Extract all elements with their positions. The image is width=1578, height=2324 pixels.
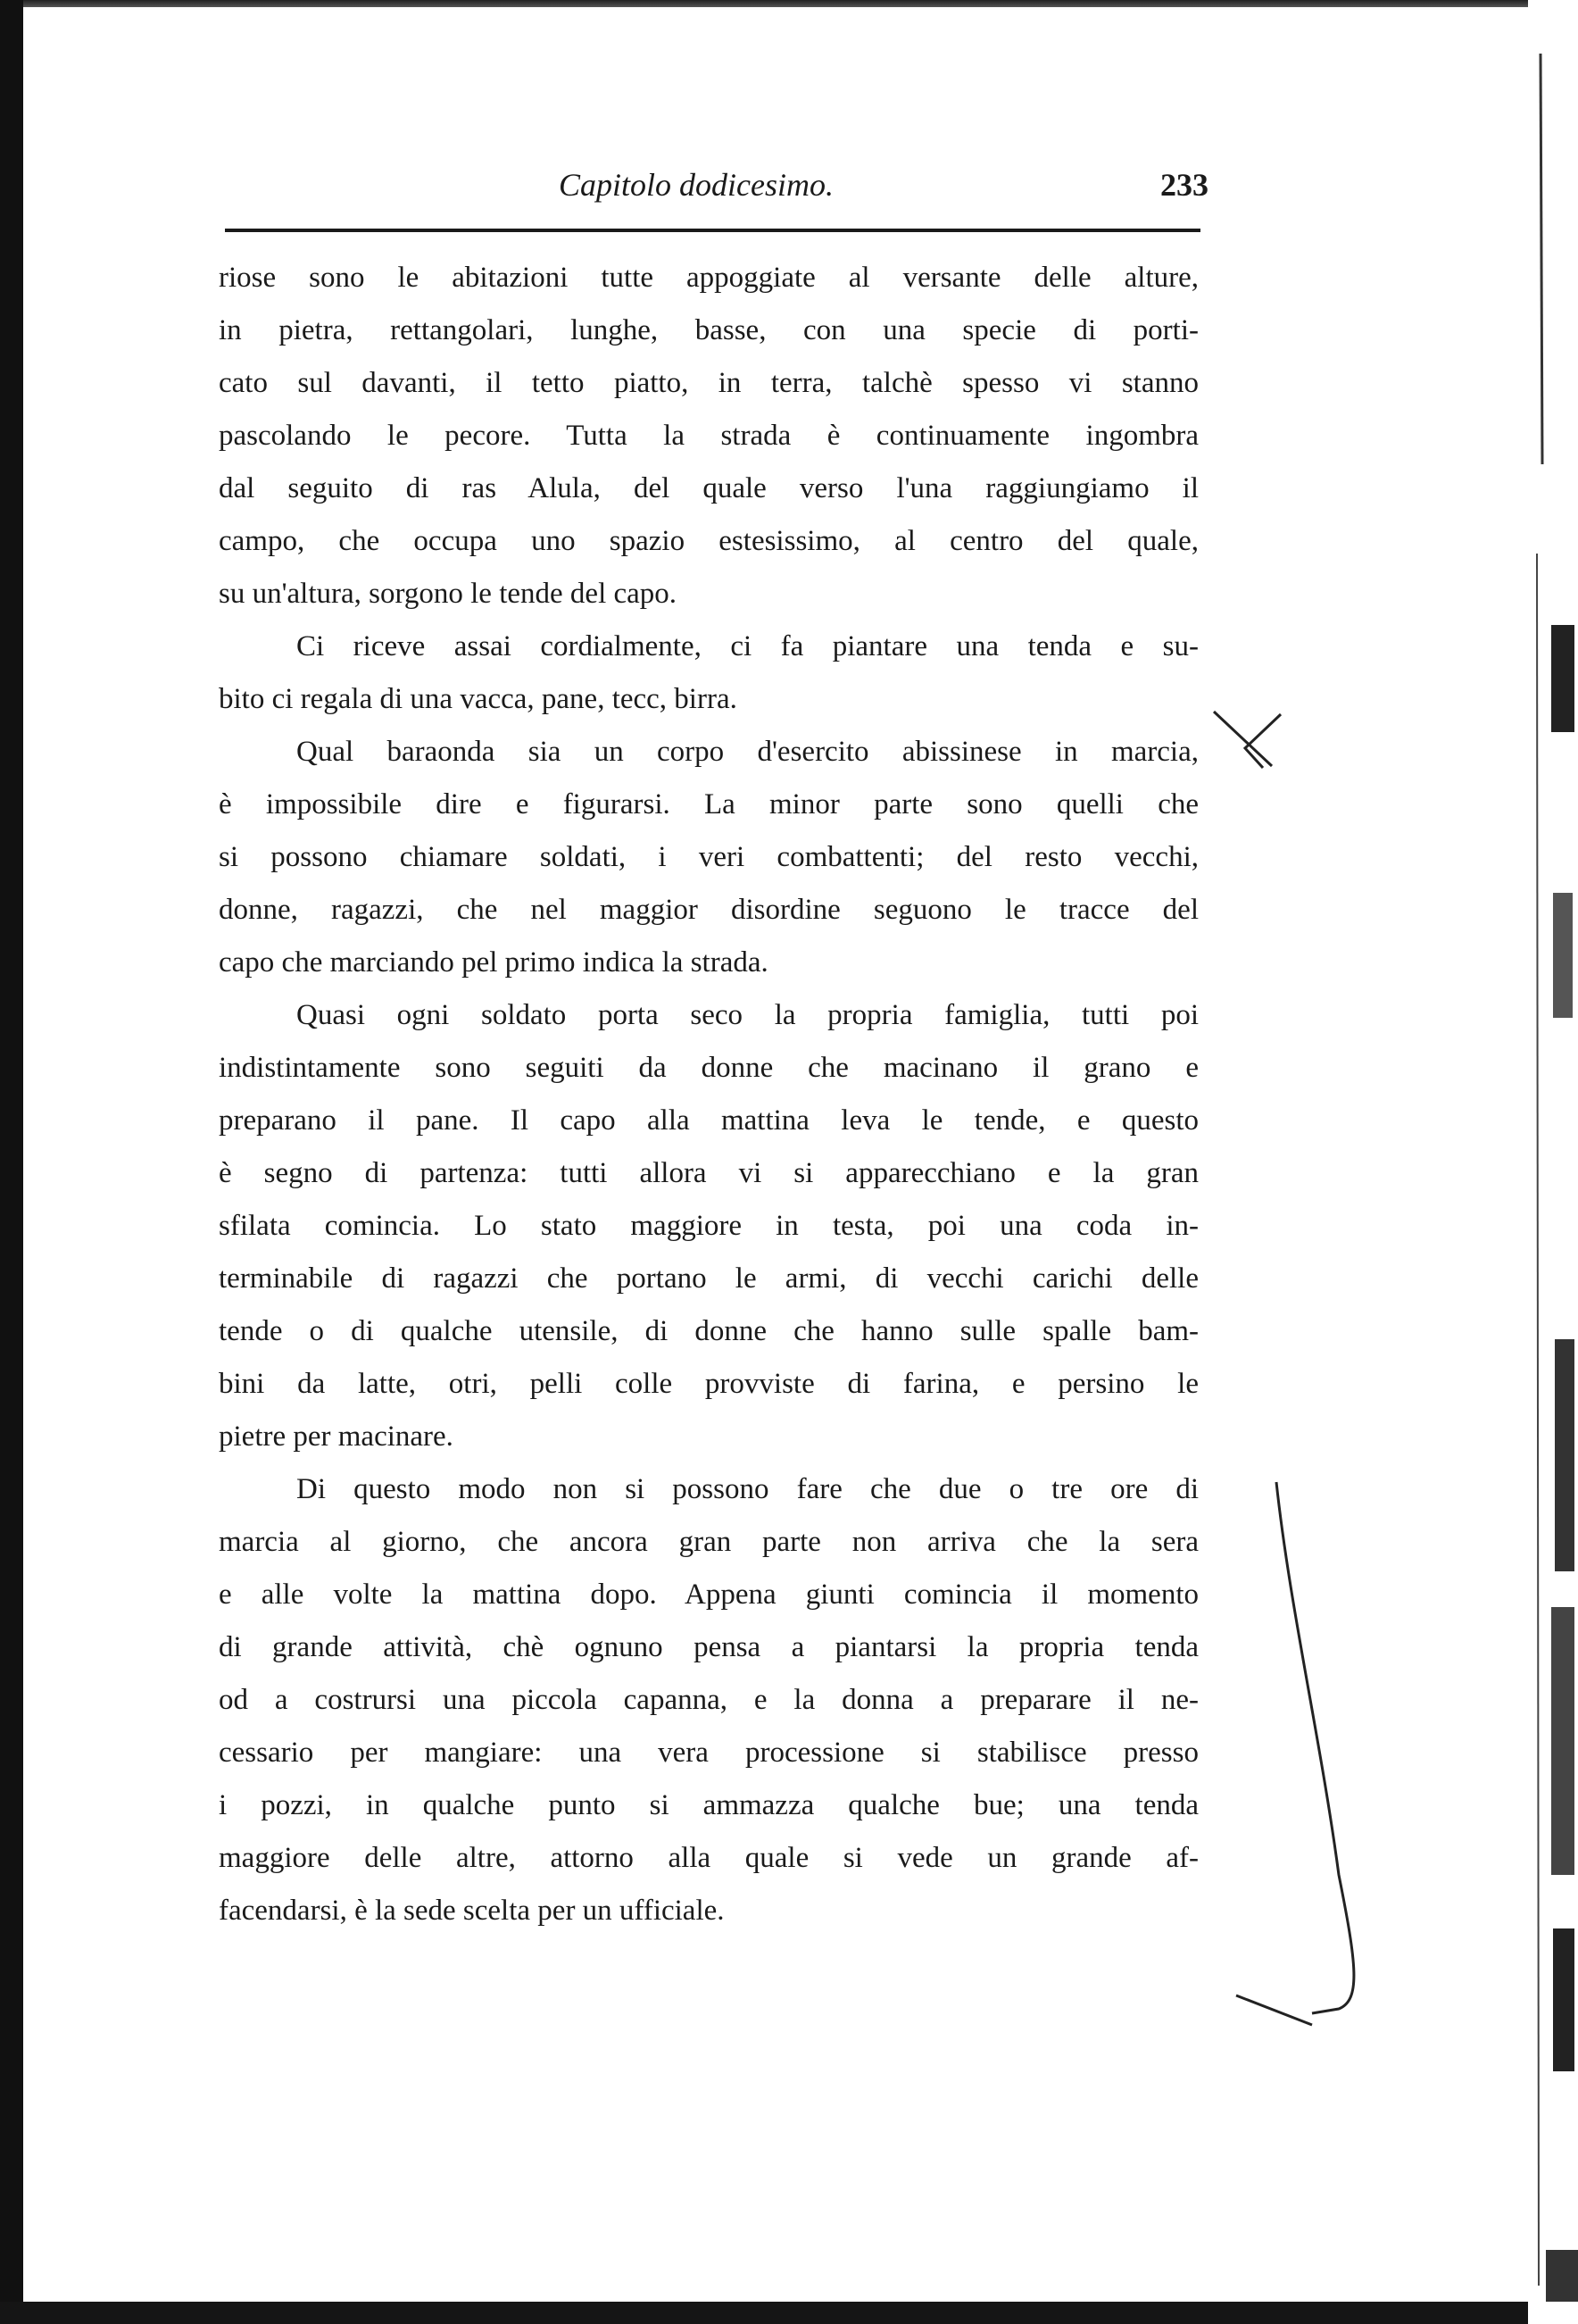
text-line: indistintamente sono seguiti da donne che macinano il grano e — [219, 1052, 1199, 1084]
text-line: terminabile di ragazzi che portano le armi, di vecchi carichi delle — [219, 1262, 1199, 1295]
text-line: e alle volte la mattina dopo. Appena giunti comincia il momento — [219, 1578, 1199, 1611]
text-line: pietre per macinare. — [219, 1420, 453, 1453]
text-line: cessario per mangiare: una vera processione si stabilisce presso — [219, 1737, 1199, 1769]
text-line: Qual baraonda sia un corpo d'esercito abissinese in marcia, — [296, 736, 1199, 768]
text-line: in pietra, rettangolari, lunghe, basse, con una specie di porti- — [219, 314, 1199, 346]
pencil-x-mark — [1214, 712, 1281, 768]
text-line: campo, che occupa uno spazio estesissimo, al centro del quale, — [219, 525, 1199, 557]
text-line: Quasi ogni soldato porta seco la propria famiglia, tutti poi — [296, 999, 1199, 1031]
text-line: maggiore delle altre, attorno alla quale si vede un grande af- — [219, 1842, 1199, 1874]
running-header-title: Capitolo dodicesimo. — [559, 167, 834, 203]
text-line: preparano il pane. Il capo alla mattina leva le tende, e questo — [219, 1104, 1199, 1137]
text-line: dal seguito di ras Alula, del quale verso l'una raggiungiamo il — [219, 472, 1199, 504]
text-line: facendarsi, è la sede scelta per un ufficiale. — [219, 1895, 725, 1927]
text-line: donne, ragazzi, che nel maggior disordine seguono le tracce del — [219, 894, 1199, 926]
page-number: 233 — [1160, 167, 1208, 203]
text-line: di grande attività, chè ognuno pensa a piantarsi la propria tenda — [219, 1631, 1199, 1663]
text-line: sfilata comincia. Lo stato maggiore in testa, poi una coda in- — [219, 1210, 1199, 1242]
text-line: i pozzi, in qualche punto si ammazza qualche bue; una tenda — [219, 1789, 1199, 1821]
text-line: su un'altura, sorgono le tende del capo. — [219, 578, 677, 610]
text-line: Di questo modo non si possono fare che due o tre ore di — [296, 1473, 1199, 1505]
text-line: bini da latte, otri, pelli colle provviste di farina, e persino le — [219, 1368, 1199, 1400]
text-line: pascolando le pecore. Tutta la strada è continuamente ingombra — [219, 420, 1199, 452]
pencil-bracket-mark — [1236, 1482, 1354, 2025]
text-line: tende o di qualche utensile, di donne che hanno sulle spalle bam- — [219, 1315, 1199, 1347]
text-line: Ci riceve assai cordialmente, ci fa piantare una tenda e su- — [296, 630, 1199, 662]
text-line: riose sono le abitazioni tutte appoggiate al versante delle alture, — [219, 262, 1199, 294]
text-line: cato sul davanti, il tetto piatto, in terra, talchè spesso vi stanno — [219, 367, 1199, 399]
text-line: bito ci regala di una vacca, pane, tecc, birra. — [219, 683, 737, 715]
text-line: capo che marciando pel primo indica la strada. — [219, 946, 768, 979]
text-line: è impossibile dire e figurarsi. La minor parte sono quelli che — [219, 788, 1199, 820]
text-line: marcia al giorno, che ancora gran parte non arriva che la sera — [219, 1526, 1199, 1558]
text-line: od a costrursi una piccola capanna, e la donna a preparare il ne- — [219, 1684, 1199, 1716]
text-line: si possono chiamare soldati, i veri combattenti; del resto vecchi, — [219, 841, 1199, 873]
text-line: è segno di partenza: tutti allora vi si apparecchiano e la gran — [219, 1157, 1199, 1189]
